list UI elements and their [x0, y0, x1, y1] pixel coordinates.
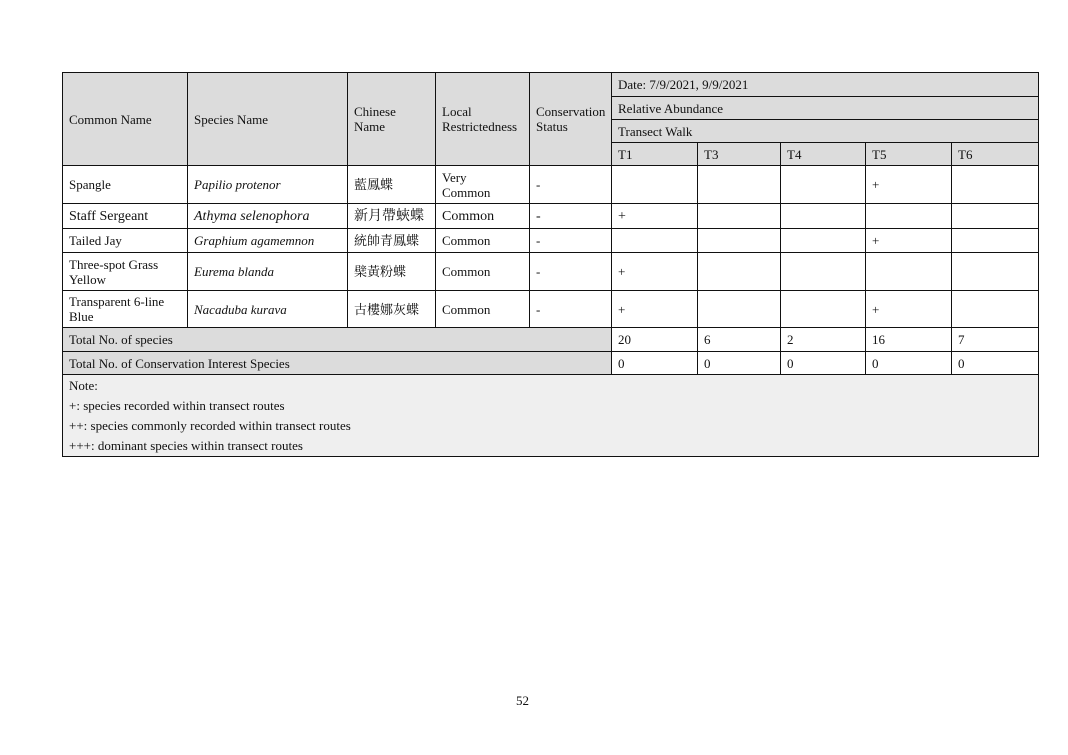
species-name-cell: Eurema blanda [188, 253, 348, 291]
abundance-t6-cell [952, 166, 1039, 204]
total-species-t1: 20 [612, 328, 698, 352]
abundance-t3-cell [698, 166, 781, 204]
local-restrictedness-cell [436, 204, 530, 229]
abundance-t3-cell [698, 291, 781, 328]
total-conservation-interest-t6: 0 [952, 352, 1039, 375]
total-conservation-interest-t3: 0 [698, 352, 781, 375]
total-species-t3: 6 [698, 328, 781, 352]
abundance-t3-cell [698, 229, 781, 253]
common-name-cell: Transparent 6-line Blue [63, 291, 188, 328]
abundance-t1-cell: + [612, 204, 698, 229]
species-name-cell: Papilio protenor [188, 166, 348, 204]
abundance-t5-cell: + [866, 229, 952, 253]
abundance-t4-cell [781, 204, 866, 229]
conservation-status-cell: - [530, 229, 612, 253]
abundance-t5-cell [866, 204, 952, 229]
species-name-cell: Nacaduba kurava [188, 291, 348, 328]
abundance-t1-cell [612, 166, 698, 204]
header-transect-t6: T6 [952, 143, 1039, 166]
local-restrictedness-value: Common [442, 301, 491, 317]
abundance-t3-cell [698, 204, 781, 229]
common-name-cell: Spangle [63, 166, 188, 204]
butterfly-survey-table [62, 72, 1039, 457]
local-restrictedness-cell [436, 253, 530, 291]
header-transect-walk: Transect Walk [612, 120, 1039, 143]
total-species-label: Total No. of species [63, 328, 612, 352]
abundance-t4-cell [781, 291, 866, 328]
total-conservation-interest-t5: 0 [866, 352, 952, 375]
header-local-restrictedness: Local Restrictedness [436, 73, 530, 166]
abundance-t6-cell [952, 204, 1039, 229]
page-number: 52 [516, 693, 529, 708]
local-restrictedness-cell [436, 229, 530, 253]
note-item: +++: dominant species within transect routes [69, 438, 303, 453]
table-row [63, 291, 1039, 328]
table-row [63, 166, 1039, 204]
abundance-t1-cell [612, 229, 698, 253]
chinese-name-cell: 統帥青鳳蝶 [348, 229, 436, 253]
total-conservation-interest-row [63, 352, 1039, 375]
header-transect-t4: T4 [781, 143, 866, 166]
notes-title: Note: [69, 378, 98, 393]
abundance-t6-cell [952, 229, 1039, 253]
abundance-t5-cell: + [866, 291, 952, 328]
header-transect-t1: T1 [612, 143, 698, 166]
common-name-cell: Tailed Jay [63, 229, 188, 253]
header-conservation-status: Conservation Status [530, 73, 612, 166]
common-name-cell: Three-spot Grass Yellow [63, 253, 188, 291]
local-restrictedness-cell [436, 166, 530, 204]
conservation-status-cell: - [530, 291, 612, 328]
header-chinese-name [348, 73, 436, 166]
local-restrictedness-value: Very Common [442, 169, 491, 200]
table-row [63, 253, 1039, 291]
abundance-t5-cell: + [866, 166, 952, 204]
local-restrictedness-value: Common [442, 233, 491, 248]
total-species-t5: 16 [866, 328, 952, 352]
header-common-name: Common Name [63, 73, 188, 166]
total-conservation-interest-label: Total No. of Conservation Interest Species [63, 352, 612, 375]
abundance-t4-cell [781, 166, 866, 204]
total-conservation-interest-t4: 0 [781, 352, 866, 375]
total-species-t4: 2 [781, 328, 866, 352]
header-date: Date: 7/9/2021, 9/9/2021 [612, 73, 1039, 97]
local-restrictedness-cell [436, 291, 530, 328]
header-species-name: Species Name [188, 73, 348, 166]
abundance-t1-cell: + [612, 291, 698, 328]
abundance-t6-cell [952, 291, 1039, 328]
conservation-status-cell: - [530, 166, 612, 204]
abundance-t4-cell [781, 229, 866, 253]
abundance-t4-cell [781, 253, 866, 291]
chinese-name-cell: 古樓娜灰蝶 [348, 291, 436, 328]
abundance-t6-cell [952, 253, 1039, 291]
notes-cell [63, 375, 1039, 457]
species-name-cell: Athyma selenophora [188, 204, 348, 229]
abundance-t1-cell: + [612, 253, 698, 291]
header-transect-t5: T5 [866, 143, 952, 166]
table-row [63, 204, 1039, 229]
table-row [63, 229, 1039, 253]
total-conservation-interest-t1: 0 [612, 352, 698, 375]
note-item: +: species recorded within transect routes [69, 398, 285, 413]
chinese-name-cell: 新月帶蛺蝶 [348, 204, 436, 229]
header-row-date [63, 73, 1039, 97]
header-transect-t3: T3 [698, 143, 781, 166]
common-name-cell: Staff Sergeant [63, 204, 188, 229]
local-restrictedness-value: Common [442, 208, 495, 224]
total-species-row [63, 328, 1039, 352]
header-chinese-name-label: Chinese Name [354, 104, 396, 134]
notes-row [63, 375, 1039, 457]
conservation-status-cell: - [530, 253, 612, 291]
species-name-cell: Graphium agamemnon [188, 229, 348, 253]
chinese-name-cell: 藍鳳蝶 [348, 166, 436, 204]
header-relative-abundance: Relative Abundance [612, 97, 1039, 120]
conservation-status-cell: - [530, 204, 612, 229]
chinese-name-cell: 檗黃粉蝶 [348, 253, 436, 291]
abundance-t3-cell [698, 253, 781, 291]
note-item: ++: species commonly recorded within transect routes [69, 418, 351, 433]
abundance-t5-cell [866, 253, 952, 291]
local-restrictedness-value: Common [442, 264, 491, 279]
total-species-t6: 7 [952, 328, 1039, 352]
